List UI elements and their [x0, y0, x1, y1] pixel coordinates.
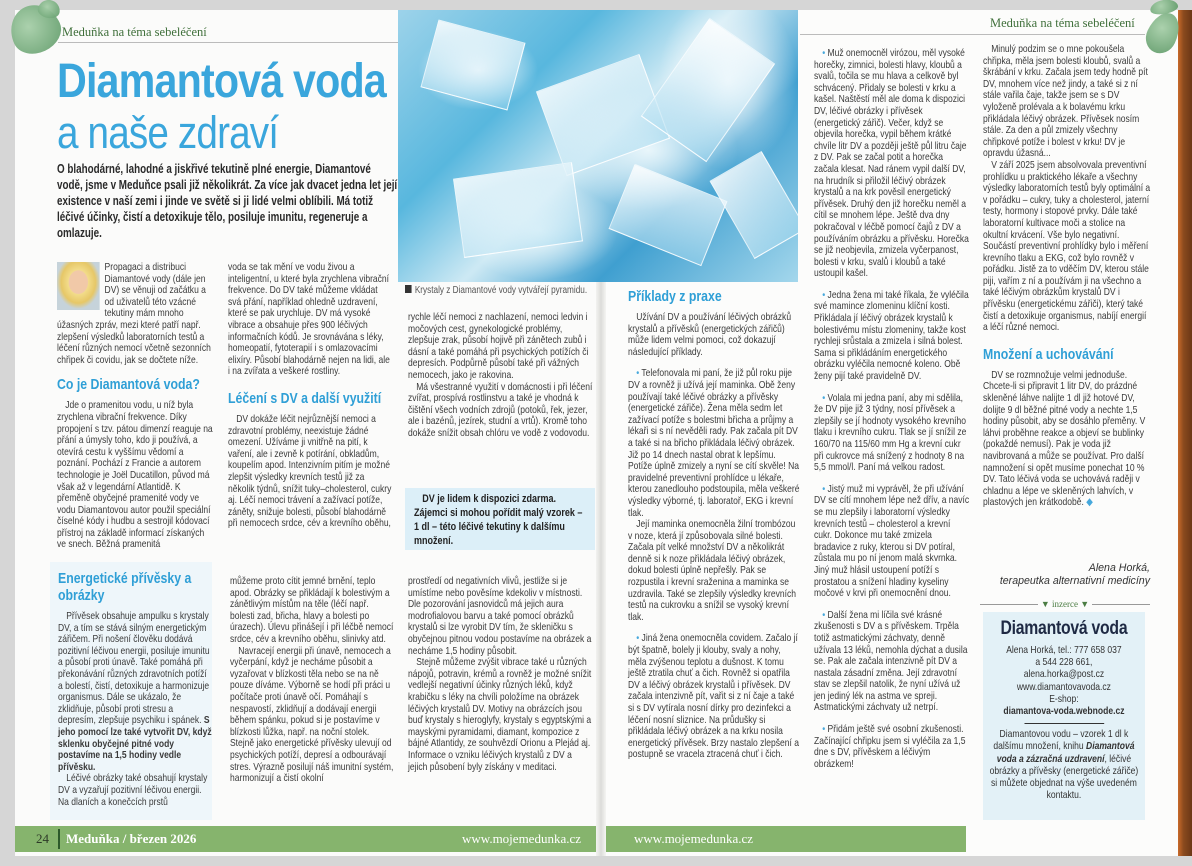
column-6: [983, 44, 1152, 509]
column-2-bottom: [230, 576, 394, 785]
heading-priklady-z-praxe: Příklady z praxe: [628, 288, 722, 305]
heading-mnozeni: Množení a uchovávání: [983, 345, 1114, 363]
author-portrait: [57, 262, 100, 310]
footer-marker: [58, 829, 60, 849]
paragraph: Léčivé obrázky také obsahují krystaly DV a vyzařují pozitivní léčivou energii. Na dlaních a konečcích prstů: [58, 773, 208, 808]
advert-box: [983, 612, 1145, 820]
advert-contact: Alena Horká, tel.: 777 658 037: [1006, 645, 1122, 656]
article-title-line2: a naše zdraví: [57, 107, 279, 158]
paragraph: • Přidám ještě své osobní zkušenosti. Začínající chřipku jsem si vyléčila za 1,5 dne s DV, přívěskem a léčivým obrázkem!: [814, 724, 966, 770]
bullet-icon: •: [822, 289, 828, 301]
paragraph: Minulý podzim se o mne pokoušela chřipka, měla jsem bolesti kloubů, svalů a škrábání v krku. Začala jsem tedy hodně pít DV, mnohem více než jindy, a také si z ní stále vařila čaje, takže jsem se s DV vyloženě prolévala a k bolavému krku přikládala léčivý obrázek. Přívěsek nosím stále. Za den a půl zmizely všechny chřipkové potíže i bolest v krku! DV je opravdu úžasná...: [983, 44, 1148, 160]
end-mark-icon: ◆: [1086, 497, 1093, 509]
column-3: [408, 312, 593, 440]
caption-marker-icon: [405, 285, 412, 293]
paragraph: Navracejí energii při únavě, nemocech a vyčerpání, když je necháme působit a vyzařovat v blízkosti těla nebo se na ně pouze díváme. Výborně se hodí při práci u počítače proti únavě očí. Pomáhají s nespavostí, zklidňují a dodávají energii během spánku, pokud si je postavíme v blízkosti lůžka, např. na noční stolek. Stejně jako energetické přívěsky ulevují od psychických potíží, depresí a odbourávají stres. Výrazně posilují náš imunitní systém, harmonizují a čistí okolní: [230, 645, 394, 785]
paragraph: voda se tak mění ve vodu živou a inteligentní, u které byla zrychlena vibrační frekvence. Do DV také můžeme vkládat svá přání, například ohledně uzdravení, které se pak urychluje. DV má vysoké vibrace a obsahuje přes 900 léčivých informačních kódů. Je srovnávána s léky, homeopatií, fytoterapií i s omlazovacími elixíry. Působí blahodárně nejen na lidi, ale i na zvířata a veškeré rostliny.: [228, 262, 390, 378]
section-header: Meduňka na téma sebeléčení: [62, 25, 207, 39]
article-title: Diamantová voda: [57, 55, 386, 108]
column-4: [628, 288, 800, 761]
bullet-icon: •: [822, 724, 828, 736]
advert-divider: [1024, 723, 1104, 724]
paragraph: prostředí od negativních vlivů, jestliže si je umístíme nebo pověsíme kdekoliv v místnosti. Dle pozorování jasnovidců má jejich aura modrofialovou barvu a také pomocí obrázků krystalů si lze vyrobit DV tím, že skleničku s obyčejnou pitnou vodou postavíme na obrázek a necháme 1,5 hodiny působit.: [408, 576, 592, 657]
bullet-icon: •: [822, 483, 828, 495]
paragraph: • Další žena mi líčila své krásné zkušenosti s DV a s přívěskem. Trpěla totiž astmatickými záchvaty, denně užívala 13 léků, nemohla dýchat a dusila se. Pak ale začala intenzivně pít DV a nastala zásadní změna. Její zdravotní stav se zlepšil natolik, že nyní užívá už jen jediný lék na astma ve spreji. Astmatickými záchvaty už netrpí.: [814, 609, 968, 714]
column-5: [814, 48, 970, 770]
paragraph: V září 2025 jsem absolvovala preventivní prohlídku u praktického lékaře a všechny výsledky laboratorních testů byly optimální a v pořádku – cukry, tuky a cholesterol, jaterní testy, hormony i stopové prvky. Dále také laboratorní kultivace moči a stolice na okultní krvácení. Vše bylo negativní. Součástí preventivní prohlídky bylo i měření krevního tlaku a EKG, což bylo rovněž v pořádku. Jistě za to vděčím DV, kterou stále piji, vařím z ní a používám ji na všechno a také léčivým obrázkům krystalů DV i přívěsku (energetickému zářiči), který také čistí a detoxikuje organismus, nabíjí energií a léčí různé nemoci.: [983, 159, 1151, 334]
advert-text: Diamantovou vodu – vzorek 1 dl k dalšímu množení, knihu Diamantová voda a zázračná uzdravení, léčivé obrázky a přívěsky (energetické zářiče) si můžete objednat na výše uvedeném kontaktu.: [989, 729, 1139, 802]
paragraph: Jde o pramenitou vodu, u níž byla zrychlena vibrační frekvence. Díky propojení s tzv. pátou dimenzí reaguje na přání a úmysly toho, kdo ji používá, a otevírá cestu k vyššímu vědomí a poznání. Pochází z Francie a autorem technologie je Joël Ducatillon, původ má však až v legendární Atlantidě. K přeměně obyčejné pramenité vody ve vodu Diamantovou autor použil speciální číselné kódy i hudbu a sestrojil kódovací přístroj na základě informací získaných ve snech. Běžná pramenitá: [57, 400, 213, 551]
advert-website[interactable]: www.diamantovavoda.cz: [1016, 681, 1111, 693]
paragraph: rychle léčí nemoci z nachlazení, nemoci ledvin i močových cest, gynekologické problémy, zlepšuje zrak, působí hojivě při zánětech zubů i dásní a také pomáhá při psychických potížích či depresích. Podpůrně působí také při vážných nemocech, jako je rakovina.: [408, 312, 589, 381]
paragraph: Stejně můžeme zvýšit vibrace také u různých nápojů, potravin, krémů a rovněž je možné snížit vedlejší negativní účinky různých léků, když krabičku s léky na chvíli položíme na obrázek léčivých krystalů DV. Motivy na obrázcích jsou buď krystaly s hieroglyfy, krystaly s egyptskými a mayskými pyramidami, diamant, kompozice z bájné Atlantidy, ze souhvězdí Orionu a Plejád aj. Informace o vzniku léčivých krystalů z DV a jejich působení byly získány v meditaci.: [408, 657, 592, 773]
advert-eshop-link[interactable]: diamantova-voda.webnode.cz: [1003, 706, 1125, 718]
paragraph: • Muž onemocněl virózou, měl vysoké horečky, zimnici, bolesti hlavy, kloubů a svalů, točila se mu hlava a celkově byl schvácený. Přidaly se bolesti v krku a kašel. Naštěstí měl ale doma k dispozici DV, léčivé obrázky i přívěsek (energetický zářič). Večer, když se objevila horečka, vypil během krátké chvíle litr DV a později ještě půl litru čaje z DV. Pak se začal potit a horečka začala klesat. Nad ránem vypil další DV, na hrudník si přiložil léčivý obrázek krystalů a na krk pověsil energetický přívěsek. Druhý den již horečku neměl a cítil se mnohem lépe. Ještě dva dny pokračoval v léčbě pomocí čajů z DV a používáním obrázku a přívěsku. Horečka se již neobjevila, zmizela vyčerpanost, bolesti v krku, svalů i kloubů a také ustoupil kašel.: [814, 48, 969, 280]
advert-phone: a 544 228 661,: [1035, 657, 1093, 669]
bullet-icon: •: [636, 633, 642, 645]
paragraph: • Jedna žena mi také říkala, že vyléčila své mamince zlomeninu klíční kosti. Přikládala jí léčivý obrázek krystalů k bolestivému místu zlomeniny, takže kost rychleji srůstala a zmizela i silná bolest. Sama si přikládáním energetického obrázku vyléčila nemocné koleno. Obě ženy pijí také pravidelně DV.: [814, 289, 969, 383]
paragraph: Její maminka onemocněla žilní trombózou v noze, která jí způsobovala silné bolesti. Začala pít velké množství DV a několikrát denně si k noze přikládala léčivý obrázek, dokud bolesti úplně nepřešly. Pak se rozpustila i krevní sraženina a maminka se uzdravila. Také se zlepšily výsledky krevních testů na cukrovku a snížil se vysoký krevní tlak.: [628, 519, 796, 623]
column-1: [57, 262, 213, 551]
bullet-icon: •: [822, 609, 828, 621]
paragraph: Užívání DV a používání léčivých obrázků krystalů a přívěsků (energetických zářičů) může lidem velmi pomoci, což dokazují následující příklady.: [628, 312, 792, 358]
paragraph: Má všestranné využití v domácnosti i při léčení zvířat, prospívá rostlinstvu a také je vhodná k čištění všech vodních zdrojů (potoků, řek, jezer, ale i bazénů, jezírek, studní a vrtů). Kromě toho dokáže snížit obsah chlóru ve vodě z vodovodu.: [408, 381, 593, 439]
column-3-bottom: [408, 576, 593, 773]
bullet-icon: •: [822, 392, 828, 404]
header-divider: [58, 42, 398, 43]
paragraph: • Jiná žena onemocněla covidem. Začalo jí být špatně, bolely ji klouby, svaly a nohy, měla zvýšenou teplotu a dušnost. K tomu ještě ztratila chuť a čich. Rovněž si opatřila DV a léčivý obrázek krystalů i přívěsek. DV začala intenzivně pít, vařit si z ní čaje a také si s DV vytírala nosní dírky pro dezinfekci a léčení nosní sliznice. Na průdušky si přikládala léčivý obrázek a na krku nosila energetický přívěsek. Brzy nastalo zlepšení a postupně se vracela ztracená chuť i čich.: [628, 633, 799, 761]
column-1-bottom: [58, 566, 212, 808]
author-signature: Alena Horká, terapeutka alternativní medicíny: [999, 562, 1150, 587]
paragraph: DV se rozmnožuje velmi jednoduše. Chcete-li si připravit 1 litr DV, do prázdné skleněné láhve nalijte 1 dl již hotové DV, dolijte 9 dl běžné pitné vody a nechte 1,5 hodiny působit, aby se dosáhlo přeměny. V láhvi proběhne reakce a objeví se bublinky (pokaždé nemusí). Pak je voda již navibrovaná a může se používat. Pro další namnožení si opět musíme ponechat 10 % DV. Tato léčivá voda se uchovává raději v chladnu a lépe ve skleněných lahvích, v plastových jen krátkodobě. ◆: [983, 369, 1146, 509]
paragraph: DV dokáže léčit nejrůznější nemoci a zdravotní problémy, neexistuje žádné omezení. Užíváme ji vnitřně na pití, k vaření, ale i zevně k potírání, obkladům, koupelím apod. Intenzivním pitím je možné zlepšit výsledky krevních testů již za několik týdnů, snížit tuky–cholesterol, cukry aj. Léčí nemoci trávení a zažívací potíže, záněty, snižuje bolesti, působí blahodárně při nemocech srdce, cév a krevního oběhu,: [228, 413, 392, 530]
page-number: 24: [36, 831, 49, 846]
heading-energeticke-privesky: Energetické přívěsky a obrázky: [58, 570, 192, 604]
bullet-icon: •: [636, 368, 642, 380]
photo-caption: Krystaly z Diamantové vody vytvářejí pyramidu.: [405, 285, 594, 297]
advert-label: ▼ inzerce ▼: [980, 598, 1150, 610]
article-lead: O blahodárné, lahodné a jiskřivé tekutině plné energie, Diamantové vodě, jsme v Meduňce psali již několikrát. Za více jak dvacet jedna let její existence v naší zemi i jinde ve světě si ji lidé velmi oblíbili. Má totiž léčivé účinky, čistí a detoxikuje tělo, posiluje imunitu, regeneruje a omlazuje.: [57, 161, 398, 240]
bullet-icon: •: [822, 48, 828, 59]
paragraph: • Telefonovala mi paní, že již půl roku pije DV a rovněž ji užívá její maminka. Obě ženy používají také léčivé obrázky a přívěsky (energetické zářiče). Žena měla sedm let zažívací potíže s bolestmi břicha a průjmy a lékaři si s ní nevěděli rady. Pak začala pít DV a také si na břicho přikládala léčivý obrázek. Již po 14 dnech nastal obrat k lepšímu. Potíže úplně zmizely a nyní se cítí skvěle! Na pravidelné preventivní prohlídce u lékaře, kterou zanedlouho podstoupila, měla veškeré výsledky výborné, tj. laboratoř, EKG i krevní tlak.: [628, 368, 800, 519]
footer-magazine: Meduňka / březen 2026: [66, 831, 197, 846]
column-2: [228, 262, 392, 530]
paragraph: můžeme proto cítit jemné brnění, teplo apod. Obrázky se přikládají k bolestivým a zánětlivým místům na těle (léčí např. bolesti zad, břicha, hlavy a bolesti po úrazech). Úlevu přinášejí i při léčbě nemocí srdce, cév a krevního oběhu, slinivky atd.: [230, 576, 394, 645]
highlight-text: DV je lidem k dispozici zdarma. Zájemci si mohou pořídit malý vzorek – 1 dl – této léčivé tekutiny k dalšímu množení.: [414, 493, 583, 547]
advert-title: Diamantová voda: [1000, 618, 1128, 639]
heading-co-je-dv: Co je Diamantová voda?: [57, 376, 200, 394]
advert-eshop-label: E-shop:: [1049, 693, 1079, 705]
crystal-photo: [398, 10, 798, 282]
advert-content: [983, 618, 1145, 802]
footer-website[interactable]: www.mojemedunka.cz: [462, 831, 582, 846]
advert-email[interactable]: alena.horka@post.cz: [1023, 669, 1105, 681]
paragraph: • Jistý muž mi vyprávěl, že při užívání DV se cítí mnohem lépe než dřív, a navíc se mu zlepšily i laboratorní výsledky krevních testů – cholesterol a krevní cukr. Dokonce mu také zmizela bradavice z ruky, kterou si DV potíral, zůstala mu po ní jenom malá skvrnka. Jiný muž hlásil ustoupení potíží s prostatou a snížení hladiny kyseliny močové v krvi při onemocnění dnou.: [814, 483, 970, 600]
paragraph: Přívěsek obsahuje ampulku s krystaly DV, a tím se stává silným energetickým zářičem. Při nošení člověku dodává pozitivní léčivou energii, posiluje imunitu a působí proti únavě. Také pomáhá při překonávání různých zdravotních potíží a bolestí, čistí, detoxikuje a harmonizuje organismus. Dále se ukázalo, že zklidňuje, působí proti stresu a depresím, zlepšuje psychiku i spánek. S jeho pomocí lze také vytvořit DV, když sklenku obyčejné pitné vody postavíme na 1,5 hodiny vedle přívěsku.: [58, 611, 212, 773]
footer-website-right[interactable]: www.mojemedunka.cz: [634, 831, 754, 846]
header-divider: [800, 34, 1145, 35]
paragraph: • Volala mi jedna paní, aby mi sdělila, že DV pije již 3 týdny, nosí přívěsek a zlepšily se jí hodnoty vysokého krevního tlaku i krevního cukru. Tlak se jí snížil ze 160/70 na 115/60 mm Hg a krevní cukr při cukrovce má snížený z hodnoty 8 na 5,5 mmol/l. Paní má velkou radost.: [814, 392, 967, 474]
magazine-edge: [1178, 10, 1192, 856]
section-header-right: Meduňka na téma sebeléčení: [990, 16, 1135, 30]
intro-paragraph: Propagaci a distribuci Diamantové vody (dále jen DV) se věnuji od začátku a od uživatelů této vzácné tekutiny mám mnoho úžasných zpráv, mezi které patří např. zlepšení výsledků laboratorních testů a léčení různých nemocí včetně sezonních chřipek či covidu, jak se dočtete níže.: [57, 262, 211, 366]
heading-leceni: Léčení s DV a další využití: [228, 389, 382, 407]
